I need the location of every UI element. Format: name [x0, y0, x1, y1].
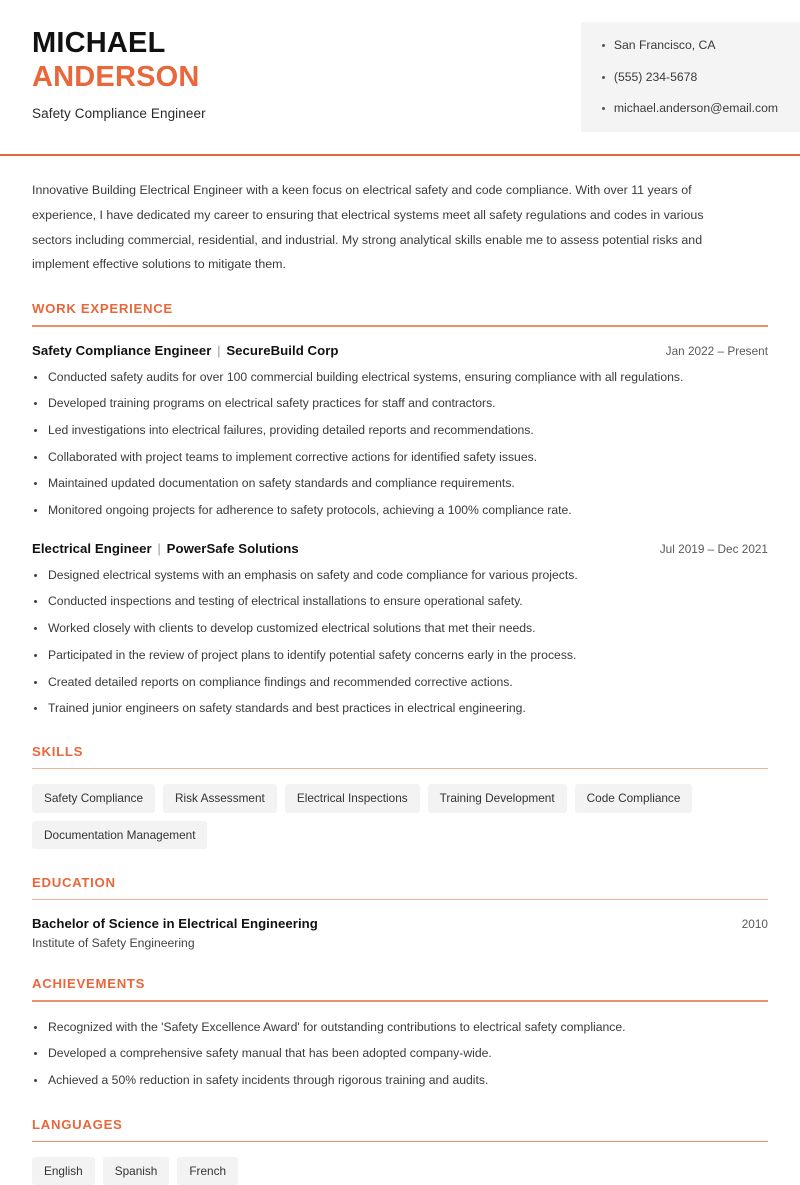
languages-chip-list: [32, 1157, 768, 1185]
section-languages: [32, 1117, 768, 1185]
language-chip: Spanish: [103, 1157, 170, 1185]
experience-title-company: [32, 541, 299, 556]
section-divider-languages: [32, 1141, 768, 1143]
experience-bullet: Collaborated with project teams to implement corrective actions for identified safety issues.: [32, 449, 768, 467]
skill-chip: Safety Compliance: [32, 784, 155, 812]
education-year: 2010: [741, 917, 768, 932]
experience-company: PowerSafe Solutions: [166, 540, 299, 556]
skill-chip: Code Compliance: [575, 784, 693, 812]
experience-title-company: [32, 343, 339, 358]
experience-role: Electrical Engineer: [32, 540, 152, 556]
experience-entry: [32, 343, 768, 520]
experience-bullet-list: [32, 369, 768, 520]
resume-header: [0, 0, 800, 132]
section-divider-education: [32, 899, 768, 901]
experience-bullet: Monitored ongoing projects for adherence to safety protocols, achieving a 100% compliance rate.: [32, 502, 768, 520]
section-title-work-experience: WORK EXPERIENCE: [32, 301, 173, 317]
section-title-languages: LANGUAGES: [32, 1116, 123, 1132]
section-work-experience: [32, 301, 768, 718]
experience-bullet: Participated in the review of project plans to identify potential safety concerns early in the process.: [32, 647, 768, 665]
headline-job-title: Safety Compliance Engineer: [32, 106, 206, 122]
experience-bullet: Conducted inspections and testing of electrical installations to ensure operational safety.: [32, 593, 768, 611]
experience-bullet: Worked closely with clients to develop customized electrical solutions that met their needs.: [32, 620, 768, 638]
contact-email[interactable]: michael.anderson@email.com: [601, 101, 778, 116]
experience-role: Safety Compliance Engineer: [32, 342, 212, 358]
experience-company: SecureBuild Corp: [226, 342, 339, 358]
header-divider: [0, 154, 800, 156]
title-separator: |: [217, 342, 221, 358]
experience-bullet: Conducted safety audits for over 100 commercial building electrical systems, ensuring compliance with all regulations.: [32, 369, 768, 387]
education-degree: Bachelor of Science in Electrical Engineering: [32, 916, 318, 932]
experience-bullet: Trained junior engineers on safety standards and best practices in electrical engineering.: [32, 700, 768, 718]
achievement-bullet: Developed a comprehensive safety manual that has been adopted company-wide.: [32, 1045, 768, 1063]
experience-bullet: Maintained updated documentation on safety standards and compliance requirements.: [32, 475, 768, 493]
experience-bullet: Created detailed reports on compliance findings and recommended corrective actions.: [32, 674, 768, 692]
title-separator: |: [157, 540, 161, 556]
education-entry: [32, 916, 768, 950]
last-name: ANDERSON: [32, 61, 200, 94]
skill-chip: Training Development: [428, 784, 567, 812]
section-title-achievements: ACHIEVEMENTS: [32, 976, 146, 992]
experience-entry-header: [32, 343, 768, 358]
resume-body: [0, 178, 800, 1185]
section-skills: [32, 744, 768, 849]
section-education: [32, 875, 768, 951]
section-title-skills: SKILLS: [32, 743, 84, 759]
experience-date-range: Jan 2022 – Present: [665, 343, 768, 358]
identity-block: [0, 22, 206, 121]
section-title-education: EDUCATION: [32, 874, 116, 890]
education-institution: Institute of Safety Engineering: [32, 936, 195, 951]
language-chip: English: [32, 1157, 95, 1185]
skill-chip: Electrical Inspections: [285, 784, 420, 812]
skill-chip: Risk Assessment: [163, 784, 277, 812]
contact-block: [581, 22, 800, 132]
experience-bullet: Designed electrical systems with an emphasis on safety and code compliance for various projects.: [32, 567, 768, 585]
section-divider-achievements: [32, 1000, 768, 1002]
language-chip: French: [177, 1157, 238, 1185]
achievement-bullet: Recognized with the 'Safety Excellence Award' for outstanding contributions to electrical safety compliance.: [32, 1019, 768, 1037]
contact-phone[interactable]: (555) 234-5678: [601, 70, 778, 85]
experience-entry: [32, 541, 768, 718]
achievement-bullet: Achieved a 50% reduction in safety incidents through rigorous training and audits.: [32, 1072, 768, 1090]
section-divider-work-experience: [32, 325, 768, 327]
contact-list: [601, 38, 778, 116]
experience-bullet: Developed training programs on electrical safety practices for staff and contractors.: [32, 395, 768, 413]
section-divider-skills: [32, 768, 768, 770]
education-entry-header: [32, 916, 768, 931]
experience-bullet-list: [32, 567, 768, 718]
experience-entry-header: [32, 541, 768, 556]
section-achievements: [32, 976, 768, 1090]
experience-date-range: Jul 2019 – Dec 2021: [659, 541, 768, 556]
contact-location: San Francisco, CA: [601, 38, 778, 53]
skill-chip: Documentation Management: [32, 821, 207, 849]
skills-chip-list: [32, 784, 768, 848]
first-name: MICHAEL: [32, 27, 166, 59]
achievements-bullet-list: [32, 1019, 768, 1090]
experience-bullet: Led investigations into electrical failures, providing detailed reports and recommendations.: [32, 422, 768, 440]
professional-summary: Innovative Building Electrical Engineer with a keen focus on electrical safety and code compliance. With over 11 years of experience, I have dedicated my career to ensuring that electrical systems meet all safety regulations and codes in various sectors including commercial, residential, and industrial. My strong analytical skills enable me to assess potential risks and implement effective solutions to mitigate them.: [32, 182, 704, 272]
